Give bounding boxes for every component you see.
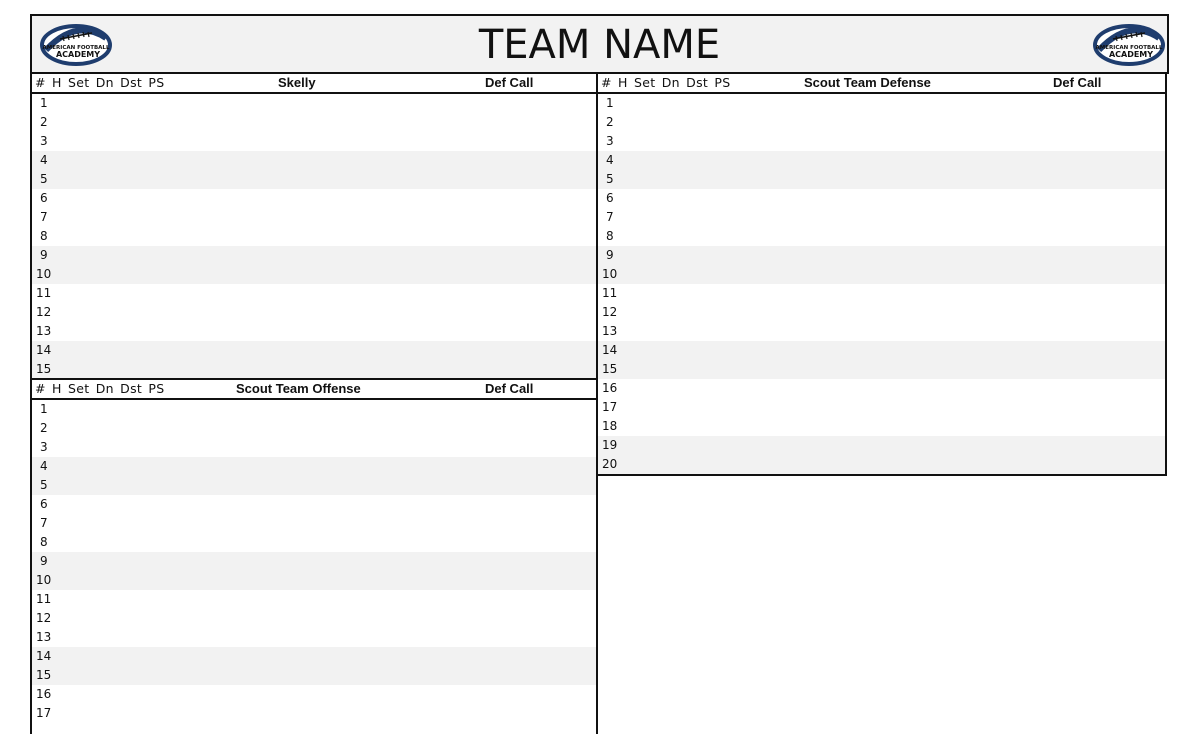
table-row bbox=[598, 379, 1165, 398]
team-name-title: TEAM NAME bbox=[478, 22, 721, 68]
scout-defense-header-row bbox=[598, 74, 1165, 94]
row-number: 1 bbox=[40, 402, 48, 416]
table-row bbox=[32, 685, 596, 704]
table-row bbox=[598, 170, 1165, 189]
row-number: 9 bbox=[40, 554, 48, 568]
row-number: 1 bbox=[40, 96, 48, 110]
table-row bbox=[598, 189, 1165, 208]
table-row bbox=[32, 666, 596, 685]
table-row bbox=[32, 628, 596, 647]
column-codes: # H Set Dn Dst PS bbox=[35, 75, 165, 90]
row-number: 10 bbox=[36, 267, 52, 281]
svg-text:AMERICAN FOOTBALL: AMERICAN FOOTBALL bbox=[1095, 45, 1163, 51]
table-row bbox=[598, 341, 1165, 360]
row-number: 9 bbox=[606, 248, 614, 262]
table-row bbox=[32, 341, 596, 360]
table-row bbox=[598, 94, 1165, 113]
table-row bbox=[32, 476, 596, 495]
scout-offense-rows bbox=[32, 400, 596, 723]
column-codes: # H Set Dn Dst PS bbox=[601, 75, 731, 90]
skelly-title: Skelly bbox=[278, 75, 316, 90]
row-number: 13 bbox=[602, 324, 618, 338]
row-number: 6 bbox=[40, 191, 48, 205]
table-row bbox=[32, 704, 596, 723]
table-row bbox=[32, 400, 596, 419]
row-number: 14 bbox=[602, 343, 618, 357]
row-number: 8 bbox=[40, 535, 48, 549]
table-row bbox=[32, 151, 596, 170]
row-number: 10 bbox=[36, 573, 52, 587]
table-row bbox=[598, 398, 1165, 417]
scout-offense-header-row bbox=[32, 380, 596, 400]
row-number: 2 bbox=[40, 421, 48, 435]
row-number: 16 bbox=[602, 381, 618, 395]
table-row bbox=[32, 208, 596, 227]
row-number: 5 bbox=[606, 172, 614, 186]
row-number: 11 bbox=[36, 592, 52, 606]
row-number: 4 bbox=[606, 153, 614, 167]
row-number: 8 bbox=[40, 229, 48, 243]
table-row bbox=[32, 284, 596, 303]
practice-script-sheet bbox=[30, 14, 1167, 720]
row-number: 15 bbox=[602, 362, 618, 376]
scout-defense-table bbox=[596, 72, 1167, 476]
table-row bbox=[598, 246, 1165, 265]
table-row bbox=[32, 647, 596, 666]
def-call-header: Def Call bbox=[485, 75, 534, 90]
table-row bbox=[32, 590, 596, 609]
table-row bbox=[598, 151, 1165, 170]
table-row bbox=[32, 246, 596, 265]
table-row bbox=[32, 457, 596, 476]
svg-text:ACADEMY: ACADEMY bbox=[1108, 50, 1154, 59]
table-row bbox=[32, 227, 596, 246]
row-number: 4 bbox=[40, 153, 48, 167]
row-number: 11 bbox=[36, 286, 52, 300]
row-number: 3 bbox=[606, 134, 614, 148]
table-row bbox=[32, 609, 596, 628]
svg-text:ACADEMY: ACADEMY bbox=[55, 50, 101, 59]
table-row bbox=[32, 113, 596, 132]
table-row bbox=[598, 455, 1165, 474]
sheet-header bbox=[30, 14, 1169, 74]
table-row bbox=[32, 265, 596, 284]
row-number: 14 bbox=[36, 649, 52, 663]
table-row bbox=[598, 208, 1165, 227]
row-number: 8 bbox=[606, 229, 614, 243]
table-row bbox=[32, 552, 596, 571]
row-number: 12 bbox=[602, 305, 618, 319]
row-number: 10 bbox=[602, 267, 618, 281]
table-row bbox=[32, 170, 596, 189]
row-number: 6 bbox=[606, 191, 614, 205]
row-number: 7 bbox=[606, 210, 614, 224]
table-row bbox=[32, 303, 596, 322]
row-number: 15 bbox=[36, 362, 52, 376]
table-row bbox=[32, 322, 596, 341]
def-call-header: Def Call bbox=[1053, 75, 1102, 90]
football-logo-icon bbox=[1093, 22, 1165, 68]
row-number: 9 bbox=[40, 248, 48, 262]
row-number: 20 bbox=[602, 457, 618, 471]
table-row bbox=[32, 189, 596, 208]
row-number: 1 bbox=[606, 96, 614, 110]
row-number: 7 bbox=[40, 516, 48, 530]
table-row bbox=[598, 227, 1165, 246]
table-row bbox=[32, 132, 596, 151]
row-number: 19 bbox=[602, 438, 618, 452]
academy-logo-right bbox=[1093, 22, 1165, 68]
scout-offense-title: Scout Team Offense bbox=[236, 381, 361, 396]
row-number: 17 bbox=[602, 400, 618, 414]
table-row bbox=[598, 284, 1165, 303]
column-codes: # H Set Dn Dst PS bbox=[35, 381, 165, 396]
table-row bbox=[598, 417, 1165, 436]
svg-text:AMERICAN FOOTBALL: AMERICAN FOOTBALL bbox=[42, 45, 110, 51]
row-number: 5 bbox=[40, 478, 48, 492]
row-number: 14 bbox=[36, 343, 52, 357]
row-number: 6 bbox=[40, 497, 48, 511]
row-number: 7 bbox=[40, 210, 48, 224]
table-row bbox=[32, 495, 596, 514]
table-row bbox=[598, 132, 1165, 151]
table-row bbox=[32, 533, 596, 552]
table-row bbox=[32, 571, 596, 590]
row-number: 2 bbox=[40, 115, 48, 129]
table-row bbox=[32, 514, 596, 533]
row-number: 3 bbox=[40, 134, 48, 148]
table-row bbox=[32, 94, 596, 113]
row-number: 4 bbox=[40, 459, 48, 473]
skelly-header-row bbox=[32, 74, 596, 94]
row-number: 17 bbox=[36, 706, 52, 720]
scout-defense-title: Scout Team Defense bbox=[804, 75, 931, 90]
row-number: 11 bbox=[602, 286, 618, 300]
row-number: 12 bbox=[36, 611, 52, 625]
scout-defense-rows bbox=[598, 94, 1165, 474]
row-number: 18 bbox=[602, 419, 618, 433]
table-row bbox=[598, 436, 1165, 455]
row-number: 3 bbox=[40, 440, 48, 454]
table-row bbox=[598, 265, 1165, 284]
row-number: 13 bbox=[36, 324, 52, 338]
skelly-table bbox=[30, 72, 598, 380]
table-row bbox=[598, 113, 1165, 132]
table-row bbox=[32, 419, 596, 438]
row-number: 2 bbox=[606, 115, 614, 129]
table-row bbox=[32, 360, 596, 379]
row-number: 15 bbox=[36, 668, 52, 682]
row-number: 13 bbox=[36, 630, 52, 644]
table-row bbox=[598, 360, 1165, 379]
table-row bbox=[32, 438, 596, 457]
def-call-header: Def Call bbox=[485, 381, 534, 396]
scout-offense-table bbox=[30, 378, 598, 734]
row-number: 16 bbox=[36, 687, 52, 701]
row-number: 5 bbox=[40, 172, 48, 186]
table-row bbox=[598, 322, 1165, 341]
table-row bbox=[598, 303, 1165, 322]
row-number: 12 bbox=[36, 305, 52, 319]
skelly-rows bbox=[32, 94, 596, 379]
